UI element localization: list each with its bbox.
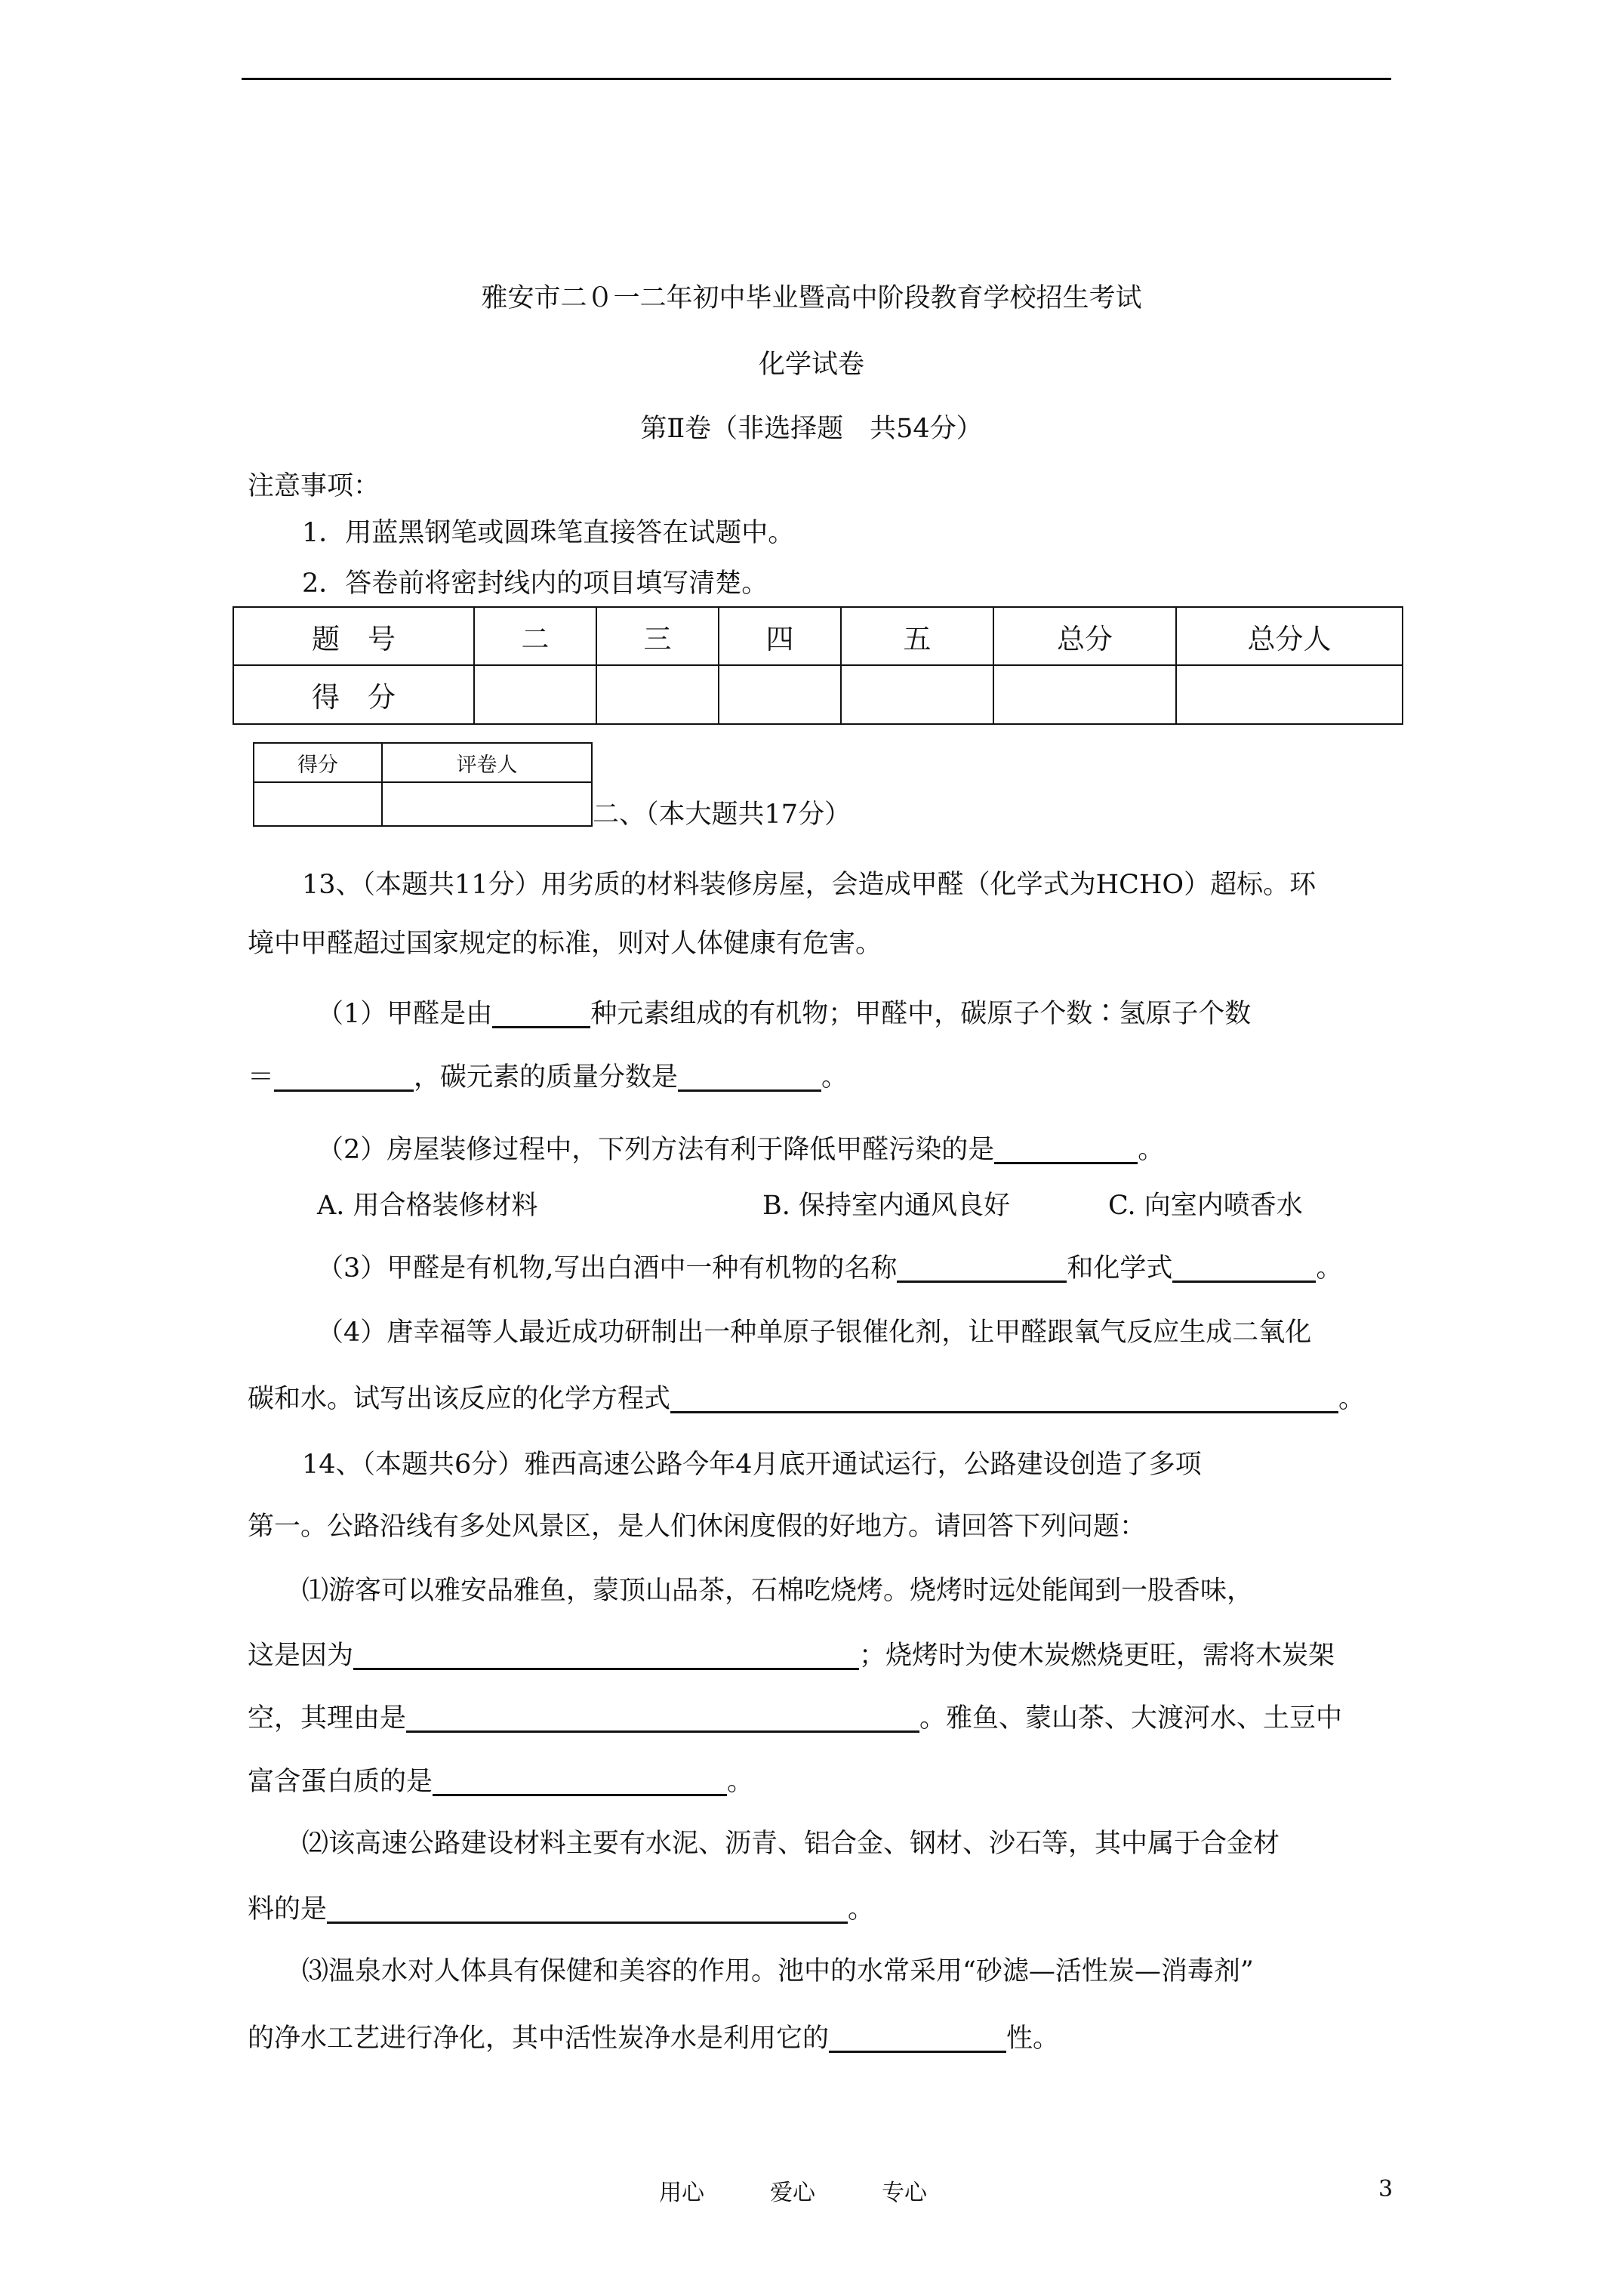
- score-cell[interactable]: [841, 665, 993, 724]
- grader-name-label: 评卷人: [382, 743, 592, 782]
- q13-blank-element-count[interactable]: [492, 999, 590, 1028]
- q14-part1-line3: 空，其理由是 。雅鱼、蒙山茶、大渡河水、土豆中: [248, 1703, 1343, 1734]
- score-header-2: 二: [474, 607, 596, 665]
- q14-part1-line1: ⑴游客可以雅安品雅鱼，蒙顶山品茶，石棉吃烧烤。烧烤时远处能闻到一股香味，: [302, 1576, 1254, 1606]
- q13-blank-equation[interactable]: [670, 1384, 1338, 1413]
- q13-part1-line2: ＝ ，碳元素的质量分数是 。: [248, 1062, 848, 1093]
- score-header-total: 总分: [993, 607, 1176, 665]
- grader-score-cell[interactable]: [254, 782, 382, 826]
- q14-part3-line2: 的净水工艺进行净化，其中活性炭净水是利用它的 性。: [248, 2023, 1060, 2054]
- notice-item-1: 1．用蓝黑钢笔或圆珠笔直接答在试题中。: [302, 518, 795, 548]
- q13-stem-line1: 13、（本题共11分）用劣质的材料装修房屋，会造成甲醛（化学式为HCHO）超标。环: [302, 870, 1317, 900]
- q14-part3-line1: ⑶温泉水对人体具有保健和美容的作用。池中的水常采用“砂滤—活性炭—消毒剂”: [302, 1956, 1254, 1986]
- q13-part4-line2: 碳和水。试写出该反应的化学方程式 。: [248, 1384, 1366, 1414]
- q13-part4-line1: （4）唐幸福等人最近成功研制出一种单原子银催化剂，让甲醛跟氧气反应生成二氧化: [317, 1318, 1312, 1348]
- q14-blank-alloy[interactable]: [327, 1894, 848, 1924]
- q13-blank-atom-ratio[interactable]: [274, 1062, 414, 1092]
- q14-part2-line2: 料的是 。: [248, 1894, 875, 1925]
- score-header-5: 五: [841, 607, 993, 665]
- q13-option-c: C. 向室内喷香水: [1108, 1191, 1303, 1221]
- q13-blank-organic-name[interactable]: [897, 1253, 1067, 1283]
- score-cell[interactable]: [596, 665, 719, 724]
- q14-blank-smell-reason[interactable]: [353, 1641, 859, 1670]
- score-table: [233, 606, 1403, 725]
- score-header-question: 题 号: [233, 607, 474, 665]
- score-cell[interactable]: [474, 665, 596, 724]
- section-title: 二、（本大题共17分）: [593, 800, 852, 830]
- score-header-3: 三: [596, 607, 719, 665]
- q13-part2: （2）房屋装修过程中，下列方法有利于降低甲醛污染的是 。: [317, 1135, 1165, 1165]
- paper-subject: 化学试卷: [758, 350, 864, 380]
- footer-text-right: 专心: [882, 2180, 927, 2206]
- notice-heading: 注意事项：: [248, 471, 380, 501]
- q13-part1-line1: （1）甲醛是由 种元素组成的有机物；甲醛中，碳原子个数∶氢原子个数: [317, 999, 1252, 1029]
- footer-text-mid: 爱心: [770, 2180, 815, 2206]
- score-header-4: 四: [719, 607, 841, 665]
- q14-stem-line2: 第一。公路沿线有多处风景区，是人们休闲度假的好地方。请回答下列问题：: [248, 1512, 1147, 1542]
- score-cell[interactable]: [1176, 665, 1403, 724]
- q13-stem-line2: 境中甲醛超过国家规定的标准，则对人体健康有危害。: [248, 929, 882, 959]
- q14-blank-protein-food[interactable]: [433, 1767, 727, 1796]
- q13-option-b: B. 保持室内通风良好: [762, 1191, 1010, 1221]
- q13-blank-carbon-mass-fraction[interactable]: [678, 1062, 821, 1092]
- notice-item-2: 2．答卷前将密封线内的项目填写清楚。: [302, 569, 768, 599]
- q13-blank-method[interactable]: [994, 1135, 1138, 1164]
- q13-part3: （3）甲醛是有机物,写出白酒中一种有机物的名称 和化学式 。: [317, 1253, 1343, 1284]
- header-rule: [242, 78, 1391, 80]
- q14-blank-carbon-property[interactable]: [829, 2023, 1006, 2053]
- q14-part1-line2: 这是因为 ；烧烤时为使木炭燃烧更旺，需将木炭架: [248, 1641, 1335, 1671]
- grader-table: [253, 742, 593, 827]
- score-cell[interactable]: [993, 665, 1176, 724]
- score-cell[interactable]: [719, 665, 841, 724]
- paper-part-title: 第Ⅱ卷（非选择题 共54分）: [640, 414, 983, 444]
- q13-option-a: A. 用合格装修材料: [317, 1191, 538, 1221]
- score-header-scorer: 总分人: [1176, 607, 1403, 665]
- q14-part1-line4: 富含蛋白质的是 。: [248, 1767, 754, 1797]
- q14-stem-line1: 14、（本题共6分）雅西高速公路今年4月底开通试运行，公路建设创造了多项: [302, 1450, 1202, 1480]
- q14-part2-line1: ⑵该高速公路建设材料主要有水泥、沥青、铝合金、钢材、沙石等，其中属于合金材: [302, 1829, 1280, 1859]
- grader-score-label: 得分: [254, 743, 382, 782]
- exam-title: 雅安市二０一二年初中毕业暨高中阶段教育学校招生考试: [481, 283, 1142, 313]
- footer-text-left: 用心: [659, 2180, 704, 2206]
- q14-blank-charcoal-reason[interactable]: [406, 1703, 919, 1733]
- score-row-label: 得 分: [233, 665, 474, 724]
- page-number: 3: [1378, 2176, 1394, 2202]
- grader-name-cell[interactable]: [382, 782, 592, 826]
- q13-blank-organic-formula[interactable]: [1172, 1253, 1316, 1283]
